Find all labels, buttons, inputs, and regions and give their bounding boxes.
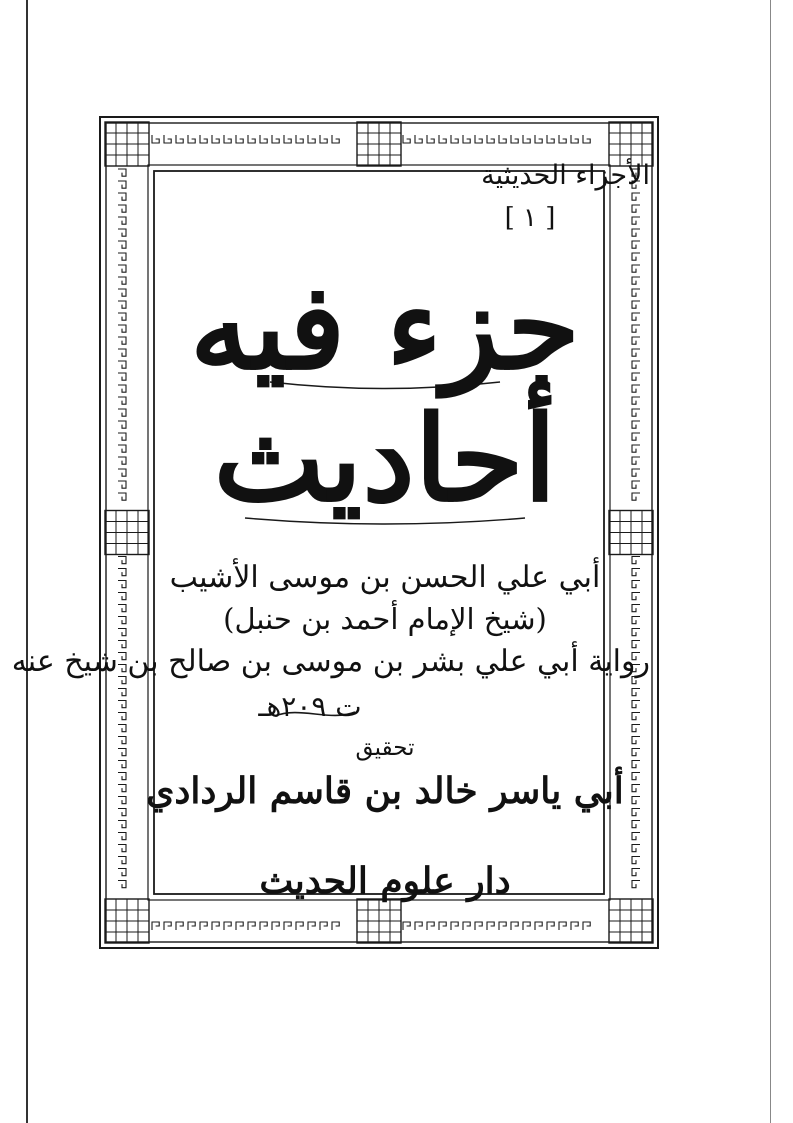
author-note: (شيخ الإمام أحمد بن حنبل): [223, 602, 547, 636]
author-name: أبي علي الحسن بن موسى الأشيب: [169, 560, 601, 595]
transmission-line: رواية أبي علي بشر بن موسى بن صالح بن شيخ عنه: [11, 644, 650, 679]
tahqiq-label: تحقيق: [355, 735, 415, 761]
series-number: [ ١ ]: [504, 203, 556, 233]
publisher-name: دار علوم الحديث: [259, 860, 511, 902]
book-title-line-1: جزء فيه: [190, 257, 580, 396]
meander-bottom-left: [152, 922, 339, 930]
meander-top-left: [152, 135, 339, 143]
frame-outer-rule: [11, 117, 658, 948]
book-title-line-2: أحاديث: [213, 389, 557, 528]
death-date: ت ٢٠٩هـ: [258, 690, 362, 723]
meander-bottom-right: [403, 922, 590, 930]
series-title: الأجزاء الحديثية: [481, 160, 650, 191]
frame-second-rule: [11, 123, 652, 942]
meander-top-right: [403, 135, 590, 143]
editor-name: أبي ياسر خالد بن قاسم الردادي: [146, 770, 624, 812]
